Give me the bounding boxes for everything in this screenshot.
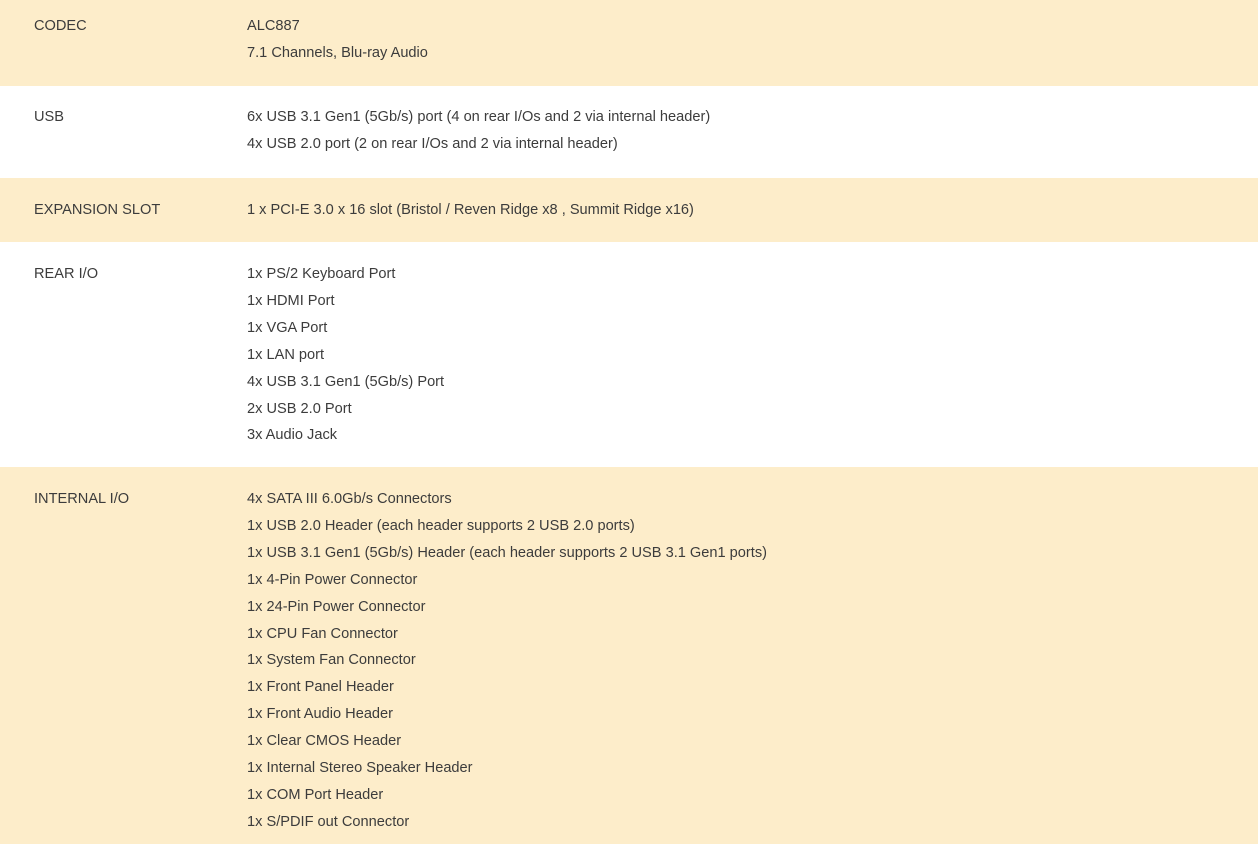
spec-values [247, 13, 1258, 86]
spec-value: 4x SATA III 6.0Gb/s Connectors [247, 491, 452, 507]
spec-label: EXPANSION SLOT [34, 202, 161, 218]
spec-row-internal-io [0, 467, 1258, 844]
spec-values [247, 261, 1258, 467]
spec-values [247, 104, 1258, 178]
spec-values [247, 486, 1258, 844]
spec-row-rear-io [0, 242, 1258, 467]
spec-label: CODEC [34, 18, 87, 34]
spec-value: 7.1 Channels, Blu-ray Audio [247, 44, 428, 61]
spec-value: 1x Front Panel Header [247, 679, 394, 696]
spec-value: 1x Front Audio Header [247, 706, 394, 723]
spec-value: 1x Internal Stereo Speaker Header [247, 760, 473, 777]
spec-value: 1x PS/2 Keyboard Port [247, 266, 396, 282]
spec-value: 4x USB 2.0 port (2 on rear I/Os and 2 via internal header) [247, 135, 618, 152]
spec-label: USB [34, 109, 65, 125]
spec-value: 1x USB 3.1 Gen1 (5Gb/s) Header (each header supports 2 USB 3.1 Gen1 ports) [247, 544, 767, 561]
spec-label: INTERNAL I/O [34, 491, 130, 507]
spec-value: 3x Audio Jack [247, 427, 338, 444]
spec-values [247, 197, 1258, 242]
spec-value: 1x VGA Port [247, 319, 328, 336]
spec-label: REAR I/O [34, 266, 99, 282]
spec-value: 1x Clear CMOS Header [247, 733, 402, 750]
spec-value: 6x USB 3.1 Gen1 (5Gb/s) port (4 on rear I/Os and 2 via internal header) [247, 109, 711, 125]
spec-row-codec [0, 0, 1258, 86]
spec-value: 1x COM Port Header [247, 786, 384, 803]
spec-value: 1x S/PDIF out Connector [247, 813, 410, 830]
spec-value: 1x LAN port [247, 346, 325, 363]
spec-value: 1x 24-Pin Power Connector [247, 598, 426, 615]
spec-value: ALC887 [247, 18, 300, 34]
spec-row-expansion-slot [0, 178, 1258, 242]
spec-value: 2x USB 2.0 Port [247, 400, 352, 417]
spec-value: 1x CPU Fan Connector [247, 625, 398, 642]
spec-value: 1x USB 2.0 Header (each header supports 2 USB 2.0 ports) [247, 517, 635, 534]
spec-value: 1 x PCI-E 3.0 x 16 slot (Bristol / Reven Ridge x8 , Summit Ridge x16) [247, 202, 694, 218]
spec-value: 1x 4-Pin Power Connector [247, 571, 418, 588]
spec-value: 1x HDMI Port [247, 292, 335, 309]
spec-row-usb [0, 86, 1258, 178]
spec-value: 4x USB 3.1 Gen1 (5Gb/s) Port [247, 373, 445, 390]
spec-value: 1x System Fan Connector [247, 652, 416, 669]
